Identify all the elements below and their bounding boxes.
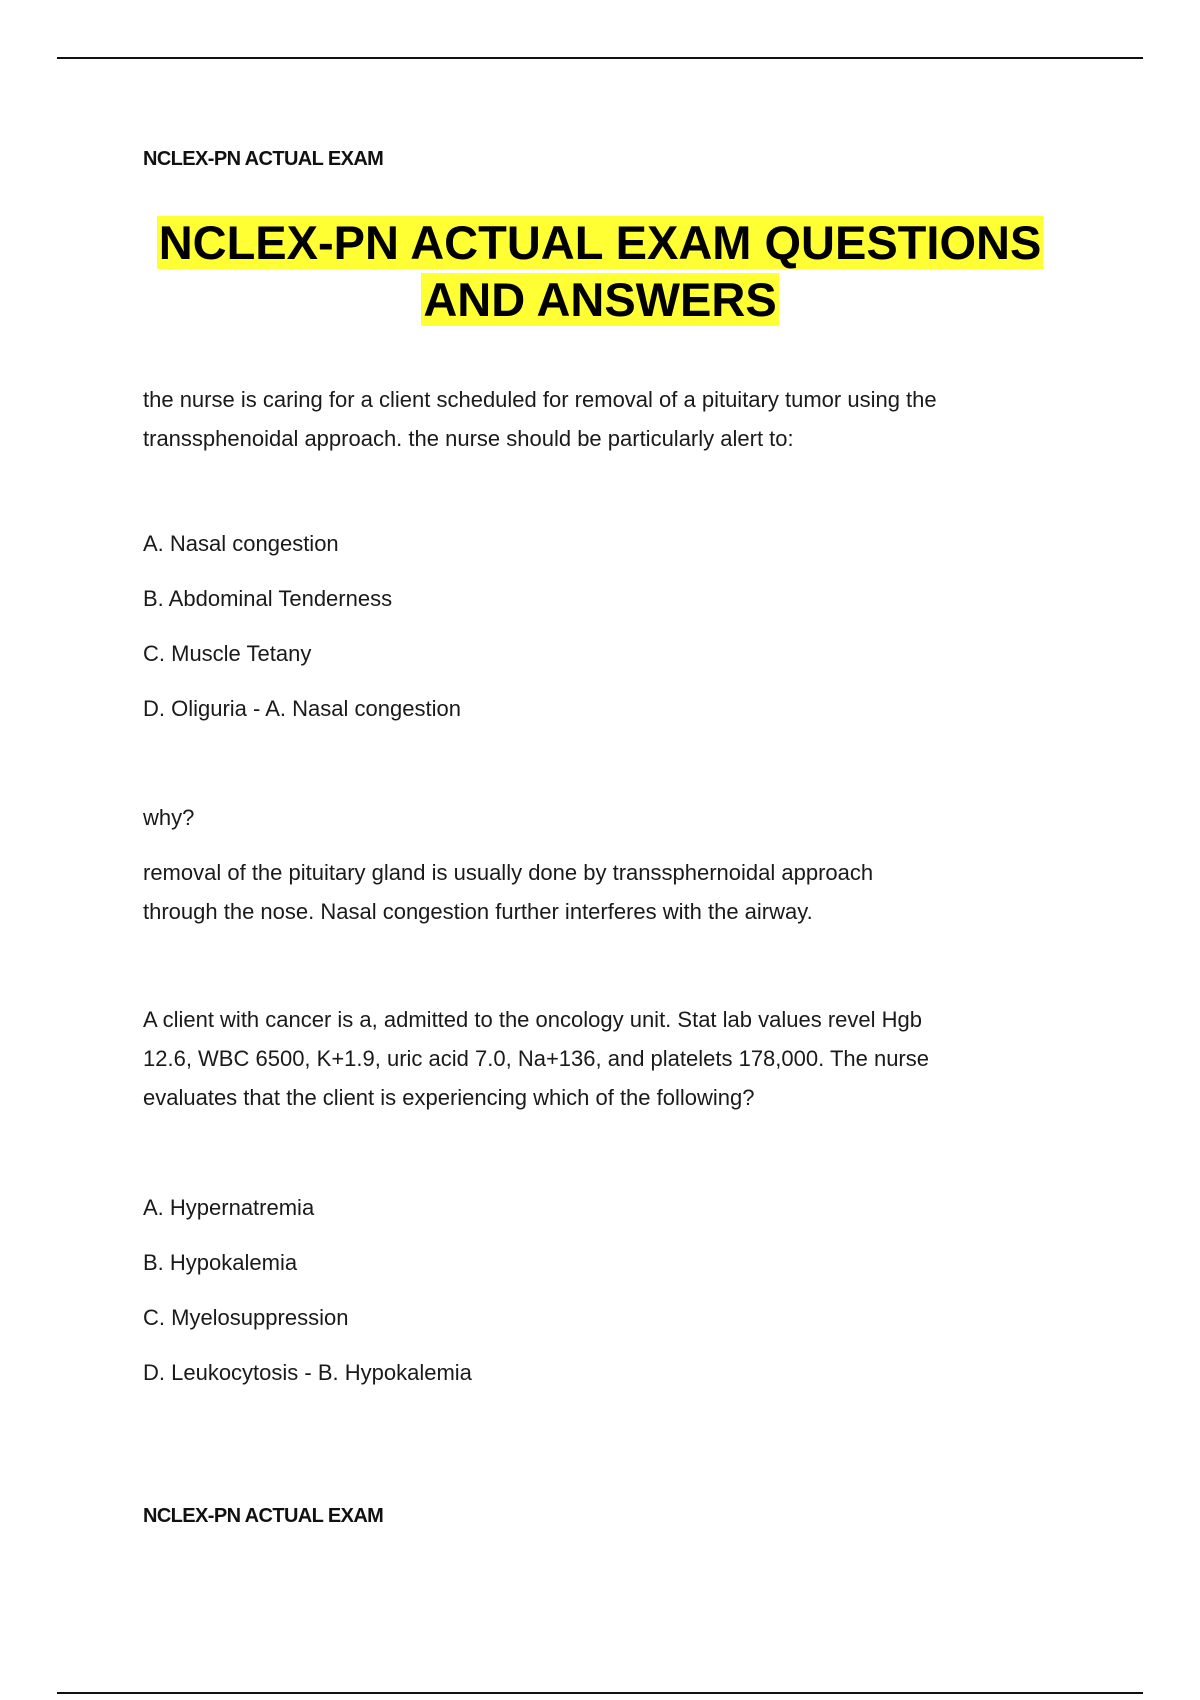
question-2-option-a: A. Hypernatremia — [143, 1195, 315, 1220]
document-title — [0, 214, 1200, 328]
title-line-1: NCLEX-PN ACTUAL EXAM QUESTIONS — [158, 216, 1042, 269]
top-divider — [57, 57, 1143, 59]
why-label: why? — [143, 805, 195, 830]
explanation-line-2: through the nose. Nasal congestion further interferes with the airway. — [143, 899, 813, 924]
page-footer-header: NCLEX-PN ACTUAL EXAM — [143, 1505, 384, 1527]
question-2-line-1: A client with cancer is a, admitted to the oncology unit. Stat lab values revel Hgb — [143, 1007, 922, 1032]
bottom-divider — [57, 1692, 1143, 1694]
question-1-option-d-answer: D. Oliguria - A. Nasal congestion — [143, 696, 461, 721]
question-2-line-3: evaluates that the client is experiencing which of the following? — [143, 1085, 755, 1110]
explanation-line-1: removal of the pituitary gland is usually done by transsphernoidal approach — [143, 860, 874, 885]
question-1-line-2: transsphenoidal approach. the nurse should be particularly alert to: — [143, 426, 794, 451]
question-2-line-2: 12.6, WBC 6500, K+1.9, uric acid 7.0, Na+136, and platelets 178,000. The nurse — [143, 1046, 929, 1071]
question-2-option-b: B. Hypokalemia — [143, 1250, 298, 1275]
question-2-option-d-answer: D. Leukocytosis - B. Hypokalemia — [143, 1360, 472, 1385]
question-1-line-1: the nurse is caring for a client scheduled for removal of a pituitary tumor using the — [143, 387, 937, 412]
question-2-text — [143, 1000, 1093, 1117]
question-1-explanation — [143, 853, 1093, 931]
question-1-text — [143, 380, 1093, 458]
question-1-option-b: B. Abdominal Tenderness — [143, 586, 393, 611]
page-header: NCLEX-PN ACTUAL EXAM — [143, 148, 384, 170]
question-2-option-c: C. Myelosuppression — [143, 1305, 349, 1330]
title-line-2: AND ANSWERS — [423, 273, 777, 326]
question-1-option-c: C. Muscle Tetany — [143, 641, 312, 666]
question-1-option-a: A. Nasal congestion — [143, 531, 339, 556]
